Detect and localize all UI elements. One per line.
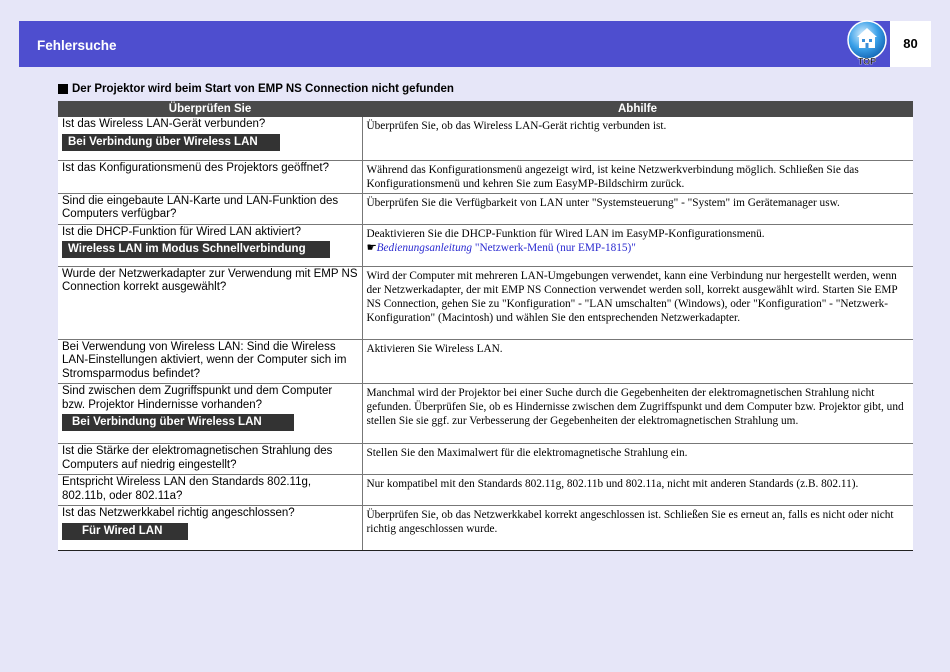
manual-link-title: Bedienungsanleitung: [376, 241, 473, 254]
table-row: [58, 224, 913, 266]
check-cell: Wurde der Netzwerkadapter zur Verwendung mit EMP NS Connection korrekt ausgewählt?: [58, 266, 362, 339]
table-row: [58, 384, 913, 444]
manual-link-section: "Netzwerk-Menü (nur EMP-1815)": [472, 241, 636, 254]
manual-link[interactable]: [367, 241, 910, 255]
remedy-cell: Aktivieren Sie Wireless LAN.: [362, 339, 913, 384]
top-button[interactable]: [845, 20, 889, 66]
remedy-cell: Wird der Computer mit mehreren LAN-Umgebungen verwendet, kann eine Verbindung nur hergestellt werden, wenn der Netzwerkadapter, der mit EMP NS Connection verwendet werden soll, korrekt ausgewählt wird. Starten Sie EMP NS Connection, gehen Sie zu "Konfiguration" - "LAN umschalten" (Windows), oder "Konfiguration" - "Netzwerk-Konfiguration" (Macintosh) und wählen Sie den entsprechenden Netzwerkadapter.: [362, 266, 913, 339]
remedy-cell: Überprüfen Sie, ob das Wireless LAN-Gerät richtig verbunden ist.: [362, 117, 913, 160]
check-cell: Sind die eingebaute LAN-Karte und LAN-Funktion des Computers verfügbar?: [58, 193, 362, 224]
remedy-cell: Stellen Sie den Maximalwert für die elektromagnetische Strahlung ein.: [362, 444, 913, 475]
check-text: Ist das Netzwerkkabel richtig angeschlossen?: [62, 507, 295, 519]
check-cell: Ist das Konfigurationsmenü des Projektors geöffnet?: [58, 160, 362, 193]
top-label: TOP: [857, 56, 877, 66]
table-row: [58, 475, 913, 506]
column-header-remedy: Abhilfe: [362, 101, 913, 117]
condition-tag: Wireless LAN im Modus Schnellverbindung: [62, 241, 330, 258]
check-cell: [58, 384, 362, 444]
troubleshooting-table: [58, 101, 913, 551]
column-header-check: Überprüfen Sie: [58, 101, 362, 117]
remedy-cell: Nur kompatibel mit den Standards 802.11g, 802.11b und 802.11a, nicht mit anderen Standards (z.B. 802.11).: [362, 475, 913, 506]
page-header: [19, 21, 931, 67]
check-cell: [58, 224, 362, 266]
check-text: Sind zwischen dem Zugriffspunkt und dem Computer bzw. Projektor Hindernisse vorhanden?: [62, 385, 333, 411]
remedy-cell: Überprüfen Sie, ob das Netzwerkkabel korrekt angeschlossen ist. Schließen Sie es erneut an, falls es nicht oder nicht richtig angeschlossen wurde.: [362, 506, 913, 551]
table-header-row: [58, 101, 913, 117]
section-heading: [58, 83, 913, 95]
table-row: [58, 117, 913, 160]
check-text: Ist das Wireless LAN-Gerät verbunden?: [62, 118, 266, 130]
table-row: [58, 160, 913, 193]
remedy-cell: Manchmal wird der Projektor bei einer Suche durch die Gegebenheiten der elektromagnetischen Strahlung nicht gefunden. Überprüfen Sie, ob es Hindernisse zwischen dem Zugriffspunkt und dem Computer bzw. Projektor gibt, und stellen Sie sie ggf. zur Verbesserung der Gegebenheiten der elektromagnetischen Strahlung um.: [362, 384, 913, 444]
square-bullet-icon: [58, 84, 68, 94]
main-content: [58, 83, 913, 551]
pen-pointer-icon: ☛: [366, 241, 377, 254]
table-row: [58, 506, 913, 551]
remedy-cell: Während das Konfigurationsmenü angezeigt wird, ist keine Netzwerkverbindung möglich. Schließen Sie das Konfigurationsmenü und kehren Sie zum EasyMP-Bildschirm zurück.: [362, 160, 913, 193]
check-cell: Bei Verwendung von Wireless LAN: Sind die Wireless LAN-Einstellungen aktiviert, wenn der Computer sich im Stromsparmodus befindet?: [58, 339, 362, 384]
condition-tag: Für Wired LAN: [62, 523, 188, 540]
remedy-cell: Überprüfen Sie die Verfügbarkeit von LAN unter "Systemsteuerung" - "System" im Gerätemanager usw.: [362, 193, 913, 224]
section-title: Fehlersuche: [37, 38, 117, 53]
remedy-cell: [362, 224, 913, 266]
table-row: [58, 339, 913, 384]
table-row: [58, 193, 913, 224]
condition-tag: Bei Verbindung über Wireless LAN: [62, 134, 280, 151]
table-row: [58, 266, 913, 339]
check-cell: [58, 506, 362, 551]
check-cell: Ist die Stärke der elektromagnetischen Strahlung des Computers auf niedrig eingestellt?: [58, 444, 362, 475]
remedy-text: Deaktivieren Sie die DHCP-Funktion für Wired LAN im EasyMP-Konfigurationsmenü.: [366, 227, 765, 240]
table-row: [58, 444, 913, 475]
heading-text: Der Projektor wird beim Start von EMP NS Connection nicht gefunden: [72, 83, 454, 95]
check-text: Ist die DHCP-Funktion für Wired LAN aktiviert?: [62, 225, 302, 238]
page-number: 80: [890, 21, 931, 67]
check-cell: Entspricht Wireless LAN den Standards 802.11g, 802.11b, oder 802.11a?: [58, 475, 362, 506]
condition-tag: Bei Verbindung über Wireless LAN: [62, 414, 294, 431]
check-cell: [58, 117, 362, 160]
